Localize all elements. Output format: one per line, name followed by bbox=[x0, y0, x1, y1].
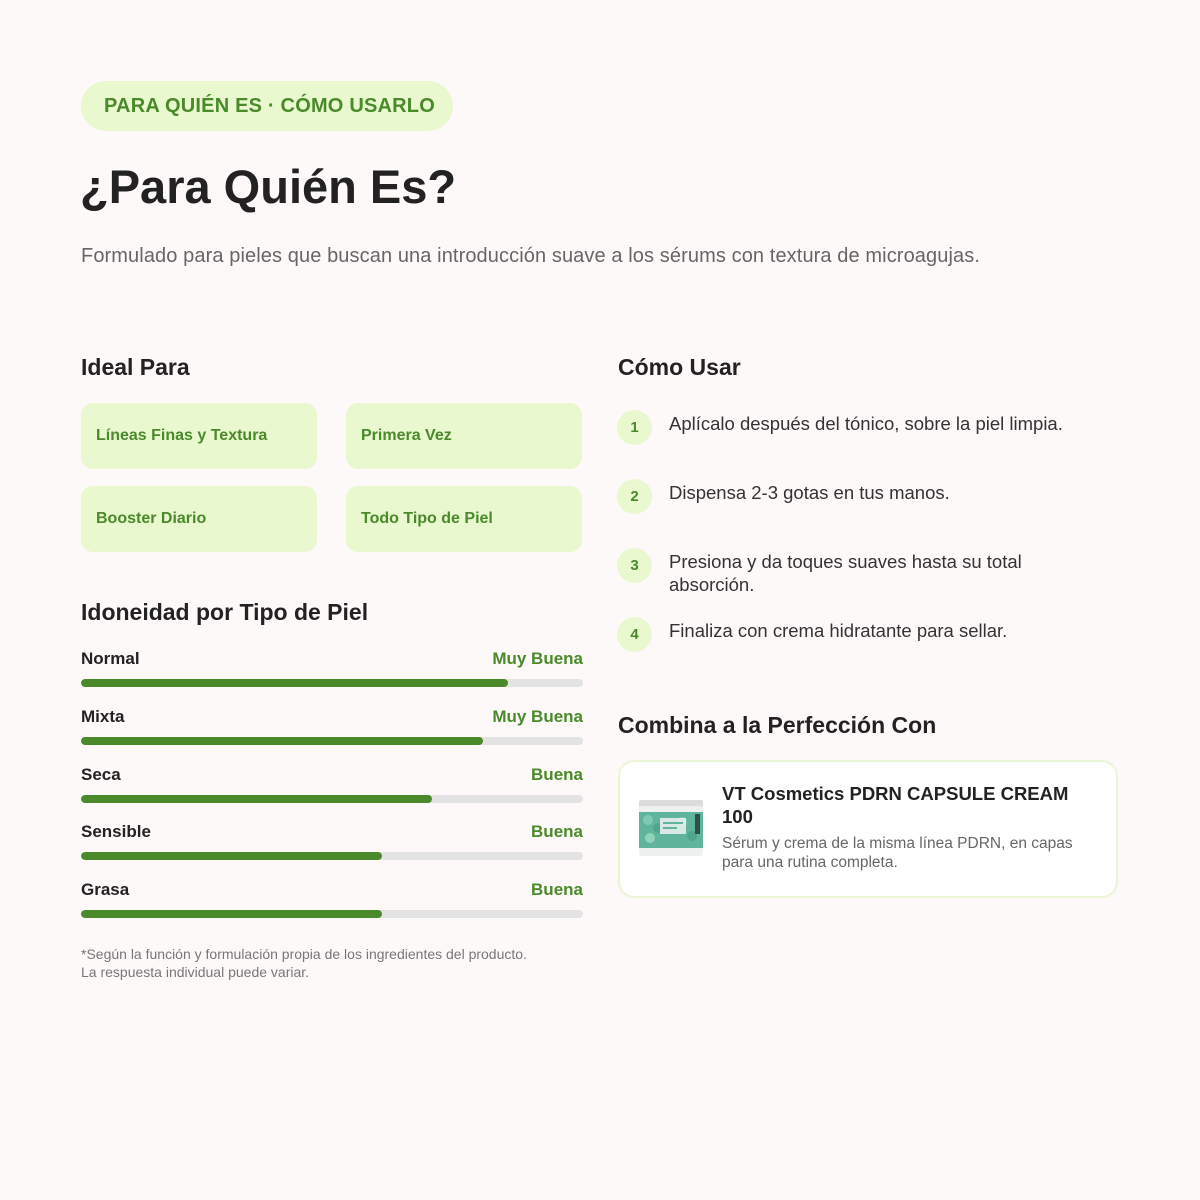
ideal-tile-daily-booster bbox=[81, 486, 317, 552]
suitability-label: Grasa bbox=[81, 880, 130, 899]
suitability-rating: Muy Buena bbox=[492, 649, 583, 668]
suitability-track bbox=[81, 795, 583, 803]
suitability-row-grasa bbox=[81, 879, 583, 918]
pair-heading: Combina a la Perfección Con bbox=[618, 712, 937, 738]
ideal-tile-first-time bbox=[346, 403, 582, 469]
suitability-track bbox=[81, 910, 583, 918]
pair-product-card[interactable] bbox=[618, 760, 1118, 898]
footnote-line-2: La respuesta individual puede variar. bbox=[81, 964, 310, 980]
suitability-label: Normal bbox=[81, 649, 140, 668]
how-to-heading: Cómo Usar bbox=[618, 354, 741, 380]
suitability-track bbox=[81, 852, 583, 860]
suitability-label: Sensible bbox=[81, 822, 151, 841]
how-to-step-3 bbox=[617, 548, 1117, 596]
ideal-tile-label: Líneas Finas y Textura bbox=[96, 427, 268, 444]
suitability-fill bbox=[81, 852, 382, 860]
page-title: ¿Para Quién Es? bbox=[80, 160, 457, 213]
suitability-track bbox=[81, 737, 583, 745]
step-text: Aplícalo después del tónico, sobre la piel limpia. bbox=[669, 413, 1063, 434]
suitability-heading: Idoneidad por Tipo de Piel bbox=[81, 599, 369, 625]
suitability-row-sensible bbox=[81, 821, 583, 860]
how-to-step-1 bbox=[617, 410, 1117, 445]
step-text: Finaliza con crema hidratante para sellar. bbox=[669, 620, 1008, 641]
suitability-rating: Muy Buena bbox=[492, 707, 583, 726]
section-badge-label: PARA QUIÉN ES · CÓMO USARLO bbox=[104, 94, 435, 117]
ideal-tile-label: Booster Diario bbox=[96, 510, 207, 527]
suitability-rating: Buena bbox=[531, 765, 583, 784]
suitability-rating: Buena bbox=[531, 822, 583, 841]
product-jar-image bbox=[638, 798, 704, 858]
how-to-step-4 bbox=[617, 617, 1117, 652]
suitability-fill bbox=[81, 737, 483, 745]
suitability-rating: Buena bbox=[531, 880, 583, 899]
ideal-tile-label: Primera Vez bbox=[361, 427, 452, 444]
suitability-track bbox=[81, 679, 583, 687]
suitability-row-mixta bbox=[81, 706, 583, 745]
suitability-label: Mixta bbox=[81, 707, 125, 726]
pair-product-description: Sérum y crema de la misma línea PDRN, en capas para una rutina completa. bbox=[722, 835, 1073, 871]
suitability-row-seca bbox=[81, 764, 583, 803]
footnote-line-1: *Según la función y formulación propia de los ingredientes del producto. bbox=[81, 946, 527, 962]
how-to-step-2 bbox=[617, 479, 1117, 514]
suitability-fill bbox=[81, 795, 432, 803]
suitability-footnote bbox=[81, 945, 601, 981]
section-badge bbox=[81, 81, 453, 131]
ideal-tile-fine-lines bbox=[81, 403, 317, 469]
step-text: Dispensa 2-3 gotas en tus manos. bbox=[669, 482, 950, 503]
ideal-tile-all-skin bbox=[346, 486, 582, 552]
suitability-label: Seca bbox=[81, 765, 121, 784]
suitability-row-normal bbox=[81, 648, 583, 687]
ideal-tile-label: Todo Tipo de Piel bbox=[361, 510, 493, 527]
suitability-fill bbox=[81, 910, 382, 918]
step-number: 2 bbox=[617, 479, 652, 514]
page-subtitle: Formulado para pieles que buscan una introducción suave a los sérums con textura de microagujas. bbox=[81, 245, 980, 267]
step-text: Presiona y da toques suaves hasta su total absorción. bbox=[669, 551, 1022, 595]
step-number: 3 bbox=[617, 548, 652, 583]
ideal-for-heading: Ideal Para bbox=[81, 354, 190, 380]
step-number: 1 bbox=[617, 410, 652, 445]
pair-product-name: VT Cosmetics PDRN CAPSULE CREAM 100 bbox=[722, 783, 1069, 827]
suitability-fill bbox=[81, 679, 508, 687]
step-number: 4 bbox=[617, 617, 652, 652]
